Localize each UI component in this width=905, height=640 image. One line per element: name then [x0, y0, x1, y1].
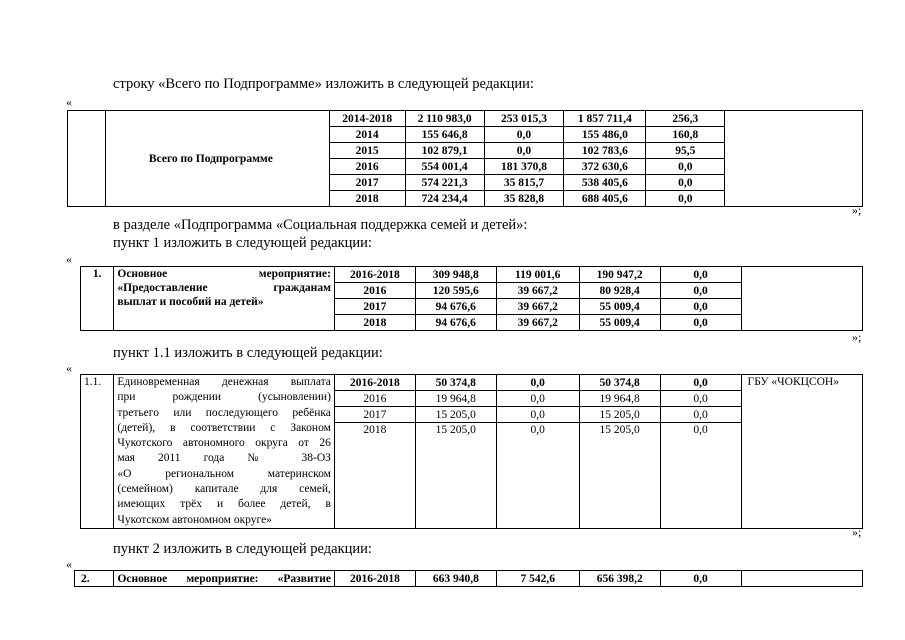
- federal-cell: 181 370,8: [484, 159, 564, 175]
- intro-paragraph-3: пункт 1.1 изложить в следующей редакции:: [113, 345, 383, 361]
- total-cell: 15 205,0: [415, 407, 496, 423]
- regional-cell: 15 205,0: [579, 407, 660, 423]
- regional-cell: 80 928,4: [579, 283, 660, 299]
- total-cell: 94 676,6: [415, 299, 496, 315]
- period-cell: 2016: [334, 391, 415, 407]
- federal-cell: 35 828,8: [484, 191, 564, 207]
- period-cell: 2017: [334, 407, 415, 423]
- other-cell: 256,3: [646, 111, 725, 127]
- empty-cell: [334, 438, 415, 529]
- empty-cell: [579, 438, 660, 529]
- table-row: [68, 111, 863, 127]
- other-cell: 0,0: [660, 315, 741, 331]
- period-cell: 2017: [329, 175, 405, 191]
- period-cell: 2017: [334, 299, 415, 315]
- federal-cell: 39 667,2: [496, 315, 579, 331]
- description-line: (детей), в соответствии с Законом: [117, 421, 331, 434]
- item-description: Основное мероприятие: «Развитие: [114, 571, 335, 587]
- description-line: третьего или последующего ребёнка: [117, 406, 331, 419]
- number-cell: [68, 111, 106, 207]
- period-cell: 2015: [329, 143, 405, 159]
- regional-cell: 55 009,4: [579, 299, 660, 315]
- item-number: 1.1.: [81, 375, 114, 529]
- description-line: Основное мероприятие:: [117, 268, 331, 280]
- total-cell: 2 110 983,0: [405, 111, 484, 127]
- federal-cell: 0,0: [496, 423, 579, 439]
- total-cell: 155 646,8: [405, 127, 484, 143]
- total-cell: 663 940,8: [415, 571, 496, 587]
- other-cell: 0,0: [646, 191, 725, 207]
- other-cell: 0,0: [646, 159, 725, 175]
- other-cell: 0,0: [660, 407, 741, 423]
- federal-cell: 0,0: [484, 127, 564, 143]
- other-cell: 0,0: [660, 267, 741, 283]
- closing-quote: »;: [852, 203, 862, 217]
- executor-cell: [741, 267, 862, 331]
- opening-quote: «: [66, 557, 72, 571]
- executor-cell: ГБУ «ЧОКЦСОН»: [741, 375, 862, 529]
- table-item-1-1: [80, 374, 863, 529]
- item-description: [114, 267, 335, 331]
- regional-cell: 15 205,0: [579, 423, 660, 439]
- total-cell: 15 205,0: [415, 423, 496, 439]
- item-description: [114, 375, 335, 529]
- period-cell: 2016-2018: [334, 267, 415, 283]
- executor-cell: [725, 111, 863, 207]
- total-cell: 50 374,8: [415, 375, 496, 391]
- other-cell: 0,0: [660, 299, 741, 315]
- empty-cell: [660, 438, 741, 529]
- table-item-1: [80, 266, 863, 331]
- period-cell: 2016: [334, 283, 415, 299]
- description-line: мая 2011 года № 38-ОЗ: [117, 452, 331, 465]
- federal-cell: 253 015,3: [484, 111, 564, 127]
- description-line: при рождении (усыновлении): [117, 391, 331, 404]
- federal-cell: 7 542,6: [496, 571, 579, 587]
- description-line: (семейном) капитале для семей,: [117, 483, 331, 496]
- period-cell: 2016-2018: [334, 375, 415, 391]
- total-cell: 94 676,6: [415, 315, 496, 331]
- total-cell: 554 001,4: [405, 159, 484, 175]
- total-cell: 309 948,8: [415, 267, 496, 283]
- other-cell: 160,8: [646, 127, 725, 143]
- item-number: 1.: [81, 267, 114, 331]
- period-cell: 2016: [329, 159, 405, 175]
- description-line: Чукотском автономном округе»: [117, 513, 272, 526]
- opening-quote: «: [66, 95, 72, 109]
- federal-cell: 0,0: [496, 375, 579, 391]
- regional-cell: 50 374,8: [579, 375, 660, 391]
- table-row: [81, 267, 863, 283]
- period-cell: 2018: [334, 315, 415, 331]
- total-cell: 19 964,8: [415, 391, 496, 407]
- other-cell: 0,0: [646, 175, 725, 191]
- total-cell: 120 595,6: [415, 283, 496, 299]
- regional-cell: 19 964,8: [579, 391, 660, 407]
- regional-cell: 656 398,2: [579, 571, 660, 587]
- closing-quote: »;: [852, 330, 862, 344]
- regional-cell: 1 857 711,4: [564, 111, 646, 127]
- other-cell: 95,5: [646, 143, 725, 159]
- regional-cell: 538 405,6: [564, 175, 646, 191]
- period-cell: 2018: [334, 423, 415, 439]
- period-cell: 2014-2018: [329, 111, 405, 127]
- total-cell: 102 879,1: [405, 143, 484, 159]
- regional-cell: 372 630,6: [564, 159, 646, 175]
- table-item-2: [74, 570, 863, 587]
- total-cell: 724 234,4: [405, 191, 484, 207]
- description-line: «О региональном материнском: [117, 467, 331, 480]
- period-cell: 2016-2018: [334, 571, 415, 587]
- federal-cell: 39 667,2: [496, 299, 579, 315]
- federal-cell: 0,0: [496, 391, 579, 407]
- table-row: [81, 375, 863, 391]
- regional-cell: 190 947,2: [579, 267, 660, 283]
- opening-quote: «: [66, 252, 72, 266]
- federal-cell: 35 815,7: [484, 175, 564, 191]
- period-cell: 2014: [329, 127, 405, 143]
- federal-cell: 0,0: [484, 143, 564, 159]
- regional-cell: 102 783,6: [564, 143, 646, 159]
- other-cell: 0,0: [660, 571, 741, 587]
- row-label: Всего по Подпрограмме: [105, 111, 329, 207]
- description-line: выплат и пособий на детей»: [117, 296, 264, 308]
- empty-cell: [415, 438, 496, 529]
- description-line: имеющих трёх и более детей, в: [117, 498, 331, 511]
- section-line: в разделе «Подпрограмма «Социальная поддержка семей и детей»:: [113, 217, 528, 233]
- other-cell: 0,0: [660, 391, 741, 407]
- other-cell: 0,0: [660, 283, 741, 299]
- regional-cell: 55 009,4: [579, 315, 660, 331]
- intro-paragraph-2: пункт 1 изложить в следующей редакции:: [113, 235, 372, 251]
- table-row: [75, 571, 863, 587]
- closing-quote: »;: [852, 525, 862, 539]
- federal-cell: 39 667,2: [496, 283, 579, 299]
- other-cell: 0,0: [660, 375, 741, 391]
- executor-cell: [741, 571, 862, 587]
- opening-quote: «: [66, 361, 72, 375]
- period-cell: 2018: [329, 191, 405, 207]
- table-subprogram-total: [67, 110, 863, 207]
- regional-cell: 155 486,0: [564, 127, 646, 143]
- regional-cell: 688 405,6: [564, 191, 646, 207]
- empty-cell: [496, 438, 579, 529]
- description-line: Чукотского автономного округа от 26: [117, 437, 331, 450]
- intro-paragraph-1: строку «Всего по Подпрограмме» изложить в следующей редакции:: [113, 76, 534, 92]
- federal-cell: 119 001,6: [496, 267, 579, 283]
- description-line: Единовременная денежная выплата: [117, 376, 331, 388]
- intro-paragraph-4: пункт 2 изложить в следующей редакции:: [113, 541, 372, 557]
- federal-cell: 0,0: [496, 407, 579, 423]
- total-cell: 574 221,3: [405, 175, 484, 191]
- other-cell: 0,0: [660, 423, 741, 439]
- item-number: 2.: [75, 571, 114, 587]
- description-line: «Предоставление гражданам: [117, 282, 331, 294]
